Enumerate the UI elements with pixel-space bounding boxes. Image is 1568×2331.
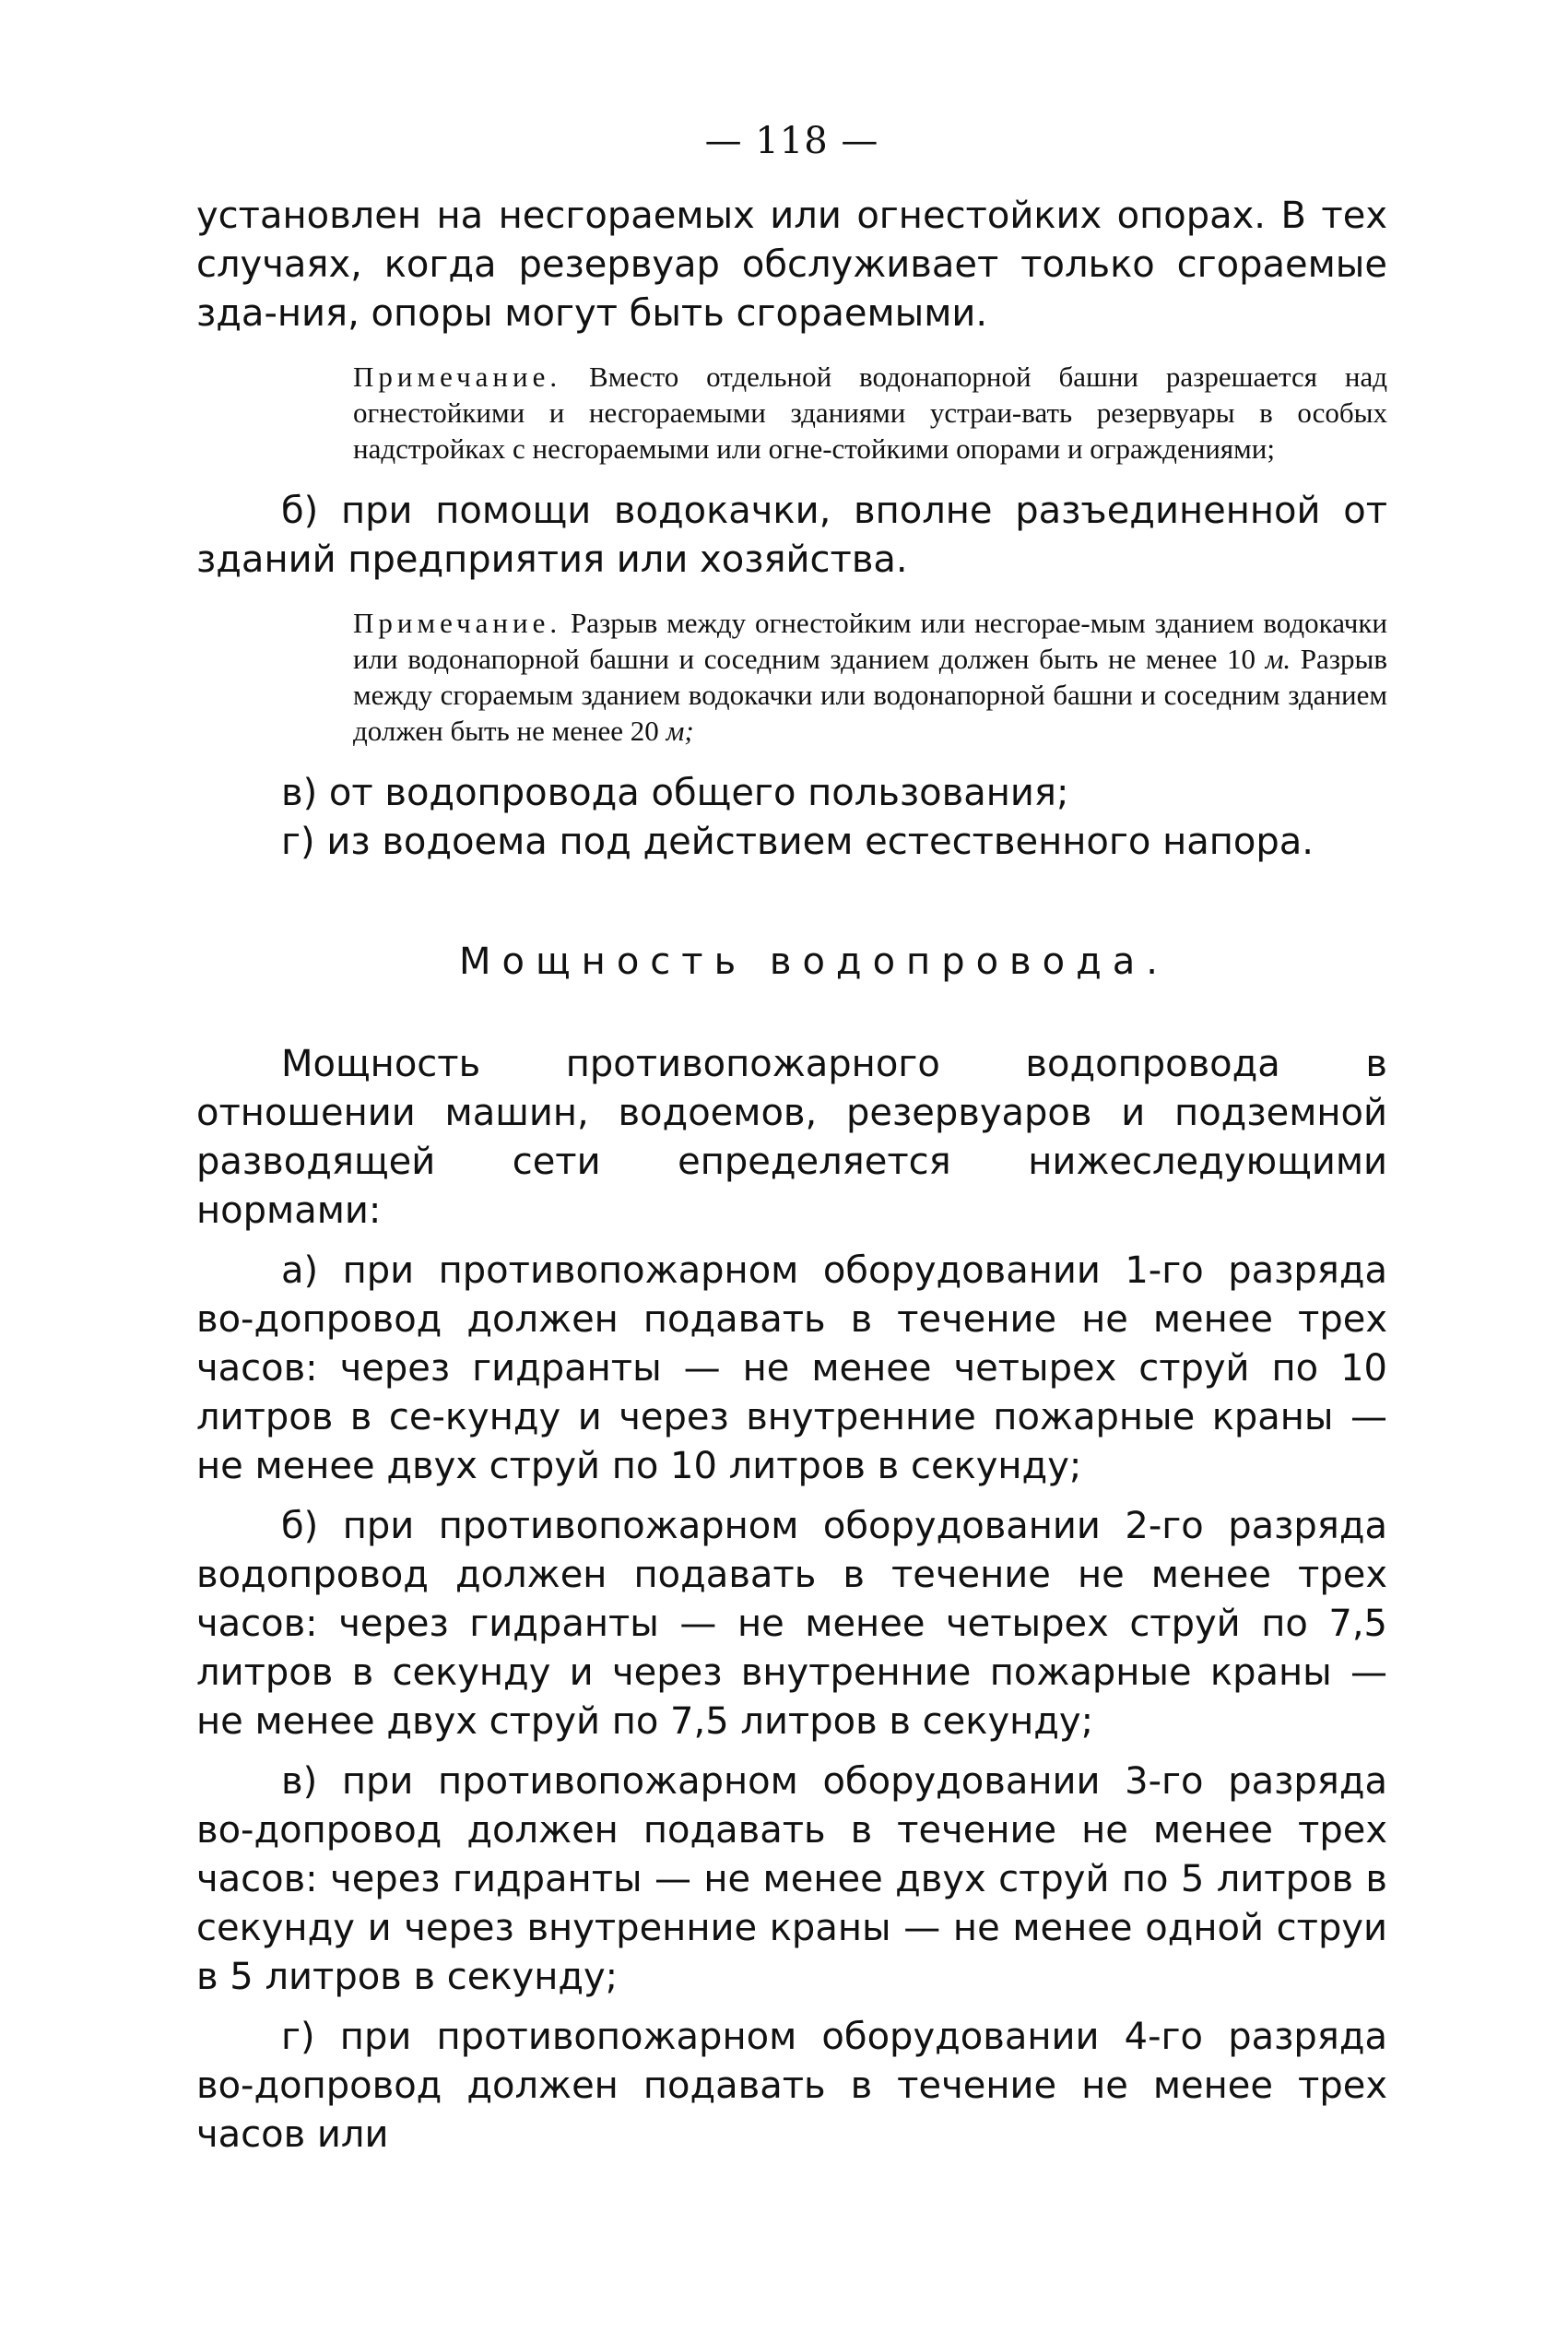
norm-item: г) при противопожарном оборудовании 4-го разряда во-допровод должен подавать в течение не менее трех часов или <box>196 2016 1387 2156</box>
section-heading: Мощность водопровода. <box>459 941 1169 983</box>
book-page <box>196 120 1387 2159</box>
note-paragraph-2 <box>196 605 1387 749</box>
page-number: — 118 — <box>704 120 879 162</box>
list-item-b: б) при помощи водокачки, вполне разъединенной от зданий предприятия или хозяйства. <box>196 490 1387 581</box>
note-text: Разрыв между сгораемым зданием водокачки или водонапорной башни и соседним зданием должен быть не менее 20 <box>353 643 1388 747</box>
note-text: Вместо отдельной водонапорной башни разрешается над огнестойкими и несгораемыми зданиями устраи-вать резервуары в особых надстройках с несгораемыми или огне-стойкими опорами и ограждениями; <box>353 361 1388 465</box>
note-paragraph-1 <box>196 359 1387 467</box>
continuation-paragraph: установлен на несгораемых или огнестойких опорах. В тех случаях, когда резервуар обслуживает только сгораемые зда-ния, опоры могут быть сгораемыми. <box>196 195 1387 335</box>
note-label: Примечание. <box>353 607 562 639</box>
norm-item: в) при противопожарном оборудовании 3-го разряда во-допровод должен подавать в течение не менее трех часов: через гидранты — не менее двух струй по 5 литров в секунду и через внутренние краны — не менее одной струи в 5 литров в секунду; <box>196 1760 1387 1998</box>
list-item-v: в) от водопровода общего пользования; <box>281 772 1069 814</box>
norm-item: а) при противопожарном оборудовании 1-го разряда во-допровод должен подавать в течение не менее трех часов: через гидранты — не менее четырех струй по 10 литров в се-кунду и через внутренние пожарные краны — не менее двух струй по 10 литров в секунду; <box>196 1249 1387 1487</box>
norm-item: б) при противопожарном оборудовании 2-го разряда водопровод должен подавать в течение не менее трех часов: через гидранты — не менее четырех струй по 7,5 литров в секунду и через внутренние пожарные краны — не менее двух струй по 7,5 литров в секунду; <box>196 1505 1387 1743</box>
section-intro: Мощность противопожарного водопровода в отношении машин, водоемов, резервуаров и подземной разводящей сети епределяется нижеследующими нормами: <box>196 1043 1387 1232</box>
list-item-g: г) из водоема под действием естественного напора. <box>281 821 1314 863</box>
unit-meters: м. <box>1265 643 1291 675</box>
unit-meters: м; <box>666 715 694 747</box>
note-text: Разрыв между огнестойким или несгорае-мым зданием водокачки или водонапорной башни и соседним зданием должен быть не менее 10 <box>353 607 1387 675</box>
note-label: Примечание. <box>353 361 562 393</box>
